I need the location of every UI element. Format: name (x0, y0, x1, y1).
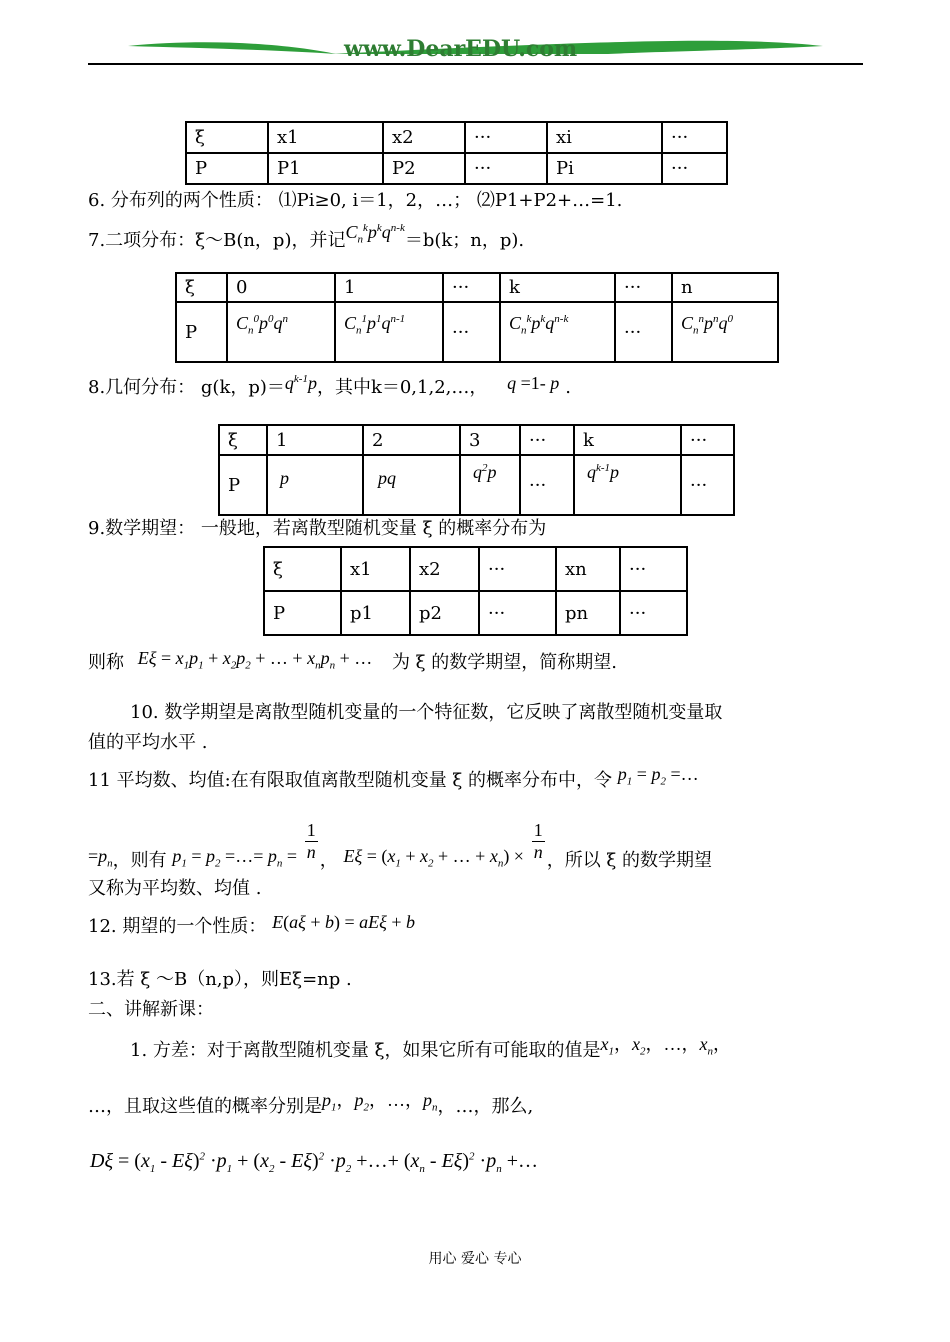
cell: ··· (465, 122, 547, 153)
cell: ··· (681, 425, 734, 455)
q-def-p: p (550, 373, 560, 393)
cell: pq (363, 455, 460, 515)
cell: n (672, 273, 778, 302)
cell: ξ (219, 425, 267, 455)
cell: ··· (620, 591, 687, 635)
cell: ··· (662, 153, 727, 184)
item-13: 13.若 ξ ～B（n,p），则Eξ=np . (88, 969, 352, 990)
cell: $q^2p$ (460, 455, 520, 515)
cell: 1 (267, 425, 363, 455)
cell: ··· (479, 547, 556, 591)
cell: $q^{k-1}p$ (574, 455, 681, 515)
item-6: 6. 分布列的两个性质： ⑴Pi≥0, i＝1，2，…； ⑵P1+P2+…=1. (88, 190, 623, 211)
cell: x2 (410, 547, 479, 591)
q-def: q (507, 373, 517, 393)
cell: ··· (662, 122, 727, 153)
cell: $C_n^0p^0q^n$ (227, 302, 335, 362)
cell: ξ (264, 547, 341, 591)
cell: xn (556, 547, 620, 591)
cell: 3 (460, 425, 520, 455)
variance-line2-end: ，…，那么, (437, 1096, 534, 1117)
item-11-line2 (88, 820, 712, 876)
table-expectation (263, 546, 688, 636)
variance-line2 (88, 1090, 534, 1118)
item-11-t1: ，则有 (112, 850, 167, 871)
item-9b-suffix: 为 ξ 的数学期望，简称期望. (391, 652, 618, 673)
p-values: $p_1$，$p_2$，…，$p_n$ (322, 1090, 438, 1114)
cell: P (264, 591, 341, 635)
cell: ξ (186, 122, 268, 153)
x-values: $x_1$，$x_2$，…，$x_n$， (600, 1034, 732, 1058)
cell: pn (556, 591, 620, 635)
variance-formula: $D\xi = (x_1 - E\xi)^2 \cdot p_1 + (x_2 - E\xi)^2 \cdot p_2$ +…+ $(x_n - E\xi)^2 \cdot p_n$ +… (90, 1150, 538, 1175)
cell: $C_n^np^nq^0$ (672, 302, 778, 362)
cell: ··· (443, 302, 500, 362)
item-7 (88, 222, 525, 252)
item-12-text: 12. 期望的一个性质： (88, 916, 267, 937)
item-11-line1 (88, 764, 699, 792)
geo-term: $q^{k-1}p$ (284, 373, 317, 393)
pn-eq: $=p_n$ (88, 846, 113, 870)
variance-line1 (130, 1034, 732, 1062)
cell: x2 (383, 122, 465, 153)
cell: p2 (410, 591, 479, 635)
q-def-eq: =1- (516, 373, 551, 393)
cell: $C_n^kp^kq^{n-k}$ (500, 302, 615, 362)
cell: 1 (335, 273, 443, 302)
section-2-heading: 二、讲解新课： (88, 999, 214, 1020)
variance-line1-text: 1. 方差：对于离散型随机变量 ξ，如果它所有可能取的值是 (130, 1040, 601, 1061)
item-11-line3: 又称为平均数、均值 . (88, 878, 262, 899)
cell: ··· (465, 153, 547, 184)
item-10-line2: 值的平均水平 . (88, 732, 208, 753)
frac-1-over-n-2: $\frac{1}{n}$ (533, 820, 543, 862)
item-11-t3: ，所以 ξ 的数学期望 (546, 850, 713, 871)
cell: ··· (615, 302, 672, 362)
cell: k (574, 425, 681, 455)
site-name[interactable]: www.DearEDU.com (344, 36, 578, 62)
cell: ··· (520, 455, 574, 515)
item-12 (88, 912, 415, 938)
cell: ··· (615, 273, 672, 302)
item-10-line1: 10. 数学期望是离散型随机变量的一个特征数，它反映了离散型随机变量取 (130, 702, 723, 723)
mean-eq: $p_1 = p_2$ =…= $p_n$ = (172, 846, 298, 870)
cell: p (267, 455, 363, 515)
item-8 (88, 373, 572, 399)
mean-expectation: $E\xi = (x_1 + x_2$ + … + $x_n$) × (343, 846, 524, 870)
item-8-middle: ，其中k＝0,1,2,…， (316, 377, 488, 398)
item-7-suffix: ＝b(k；n，p). (404, 230, 525, 251)
page-footer: 用心 爱心 专心 (428, 1251, 522, 1267)
variance-line2-text: …，且取这些值的概率分别是 (88, 1096, 322, 1117)
item-11-text: 11 平均数、均值:在有限取值离散型随机变量 ξ 的概率分布中，令 (88, 770, 613, 791)
cell: 2 (363, 425, 460, 455)
cell: P (186, 153, 268, 184)
item-7-prefix: 7.二项分布：ξ～B(n，p)，并记 (88, 230, 346, 251)
cell: ··· (479, 591, 556, 635)
cell: k (500, 273, 615, 302)
cell: ξ (176, 273, 227, 302)
cell: P1 (268, 153, 383, 184)
item-11-t2: ， (319, 850, 338, 871)
cell: P2 (383, 153, 465, 184)
linearity-formula: E(aξ + b) = aEξ + b (272, 912, 415, 932)
expectation-formula: $E\xi = x_1p_1 + x_2p_2$ + … + $x_np_n$ + … (137, 648, 373, 672)
cell: Pi (547, 153, 662, 184)
cell: x1 (341, 547, 410, 591)
binomial-term: $C_n^kp^kq^{n-k}$ (345, 222, 405, 246)
table-binomial (175, 272, 779, 363)
item-9b (88, 648, 618, 674)
cell: p1 (341, 591, 410, 635)
cell: P (219, 455, 267, 515)
cell: 0 (227, 273, 335, 302)
cell: ··· (443, 273, 500, 302)
item-8-suffix: . (565, 377, 572, 398)
cell: x1 (268, 122, 383, 153)
frac-1-over-n: $\frac{1}{n}$ (306, 820, 316, 862)
item-9b-prefix: 则称 (88, 652, 124, 673)
table-geometric (218, 424, 735, 516)
cell: ··· (620, 547, 687, 591)
cell: P (176, 302, 227, 362)
item-8-prefix: 8.几何分布： g(k，p)＝ (88, 377, 285, 398)
item-11-eq: $p_1 = p_2$ =… (617, 764, 699, 788)
table-distribution-general (185, 121, 728, 185)
cell: xi (547, 122, 662, 153)
item-9: 9.数学期望： 一般地，若离散型随机变量 ξ 的概率分布为 (88, 518, 547, 539)
header-rule (88, 63, 863, 65)
cell: ··· (681, 455, 734, 515)
cell: $C_n^1p^1q^{n-1}$ (335, 302, 443, 362)
cell: ··· (520, 425, 574, 455)
